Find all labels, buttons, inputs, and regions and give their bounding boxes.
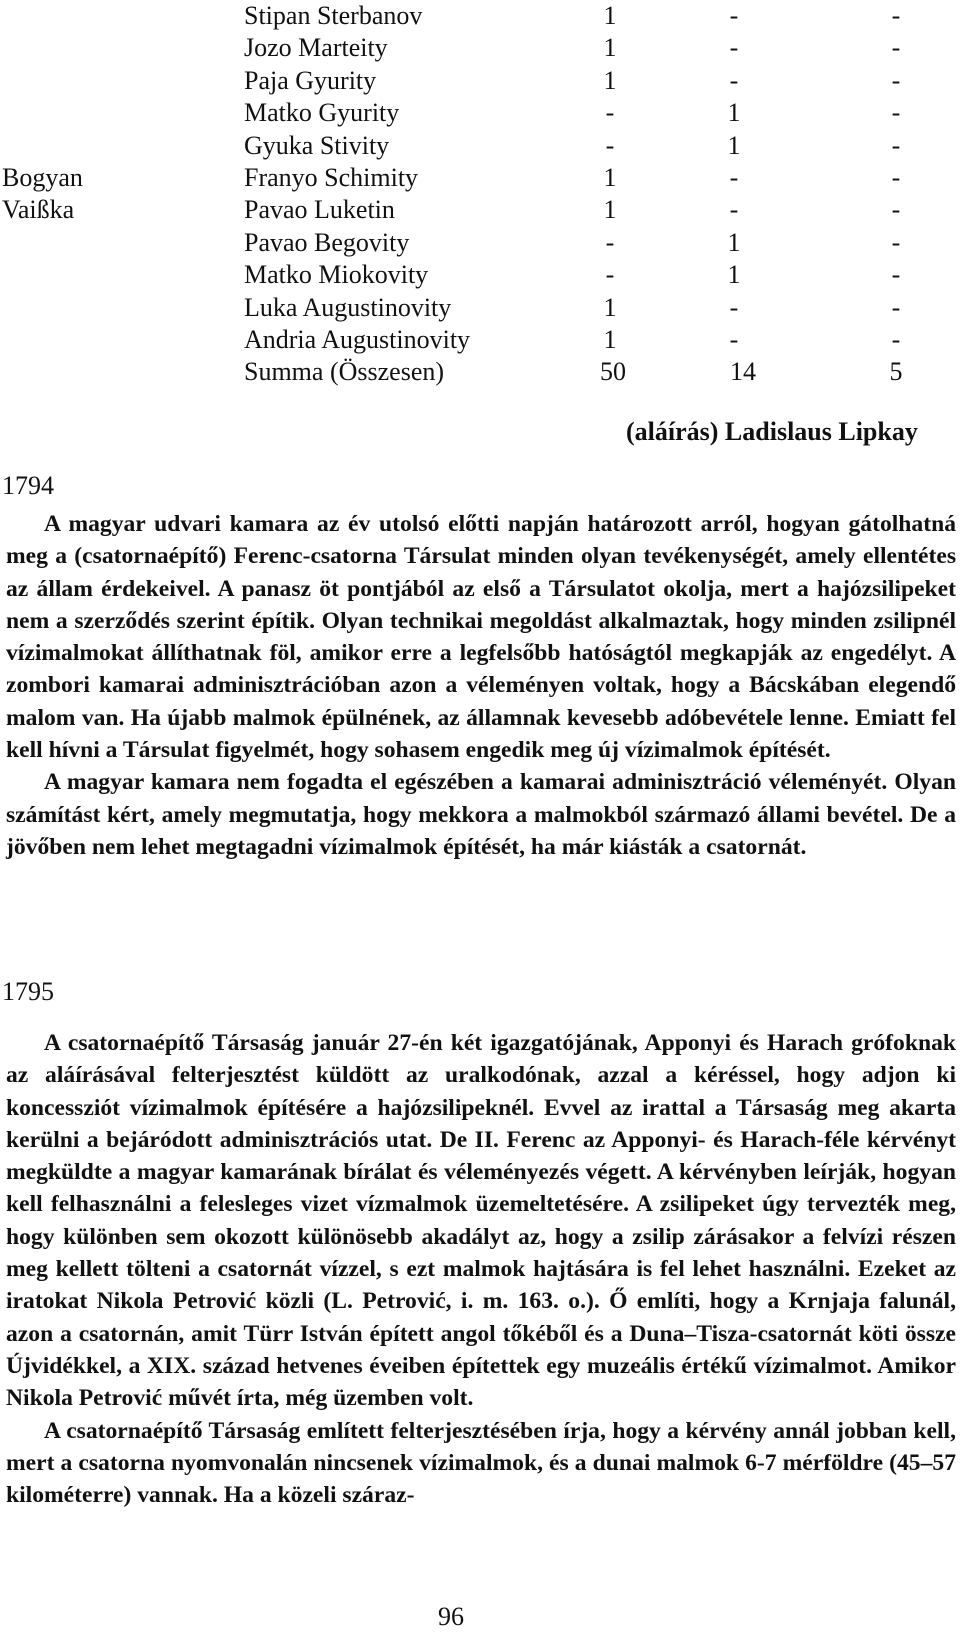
table-row bbox=[0, 65, 960, 97]
row-name: Matko Miokovity bbox=[244, 260, 429, 290]
row-count-3: - bbox=[891, 292, 901, 322]
row-count-2: - bbox=[729, 324, 739, 354]
row-count-2: - bbox=[729, 162, 739, 192]
paragraph: A magyar kamara nem fogadta el egészében a kamarai adminisztráció véleményét. Olyan számítást kért, amely megmutatja, hogy mekkora a malmokból származó állami bevétel. De a jövőben nem lehet megtagadni vízimalmok építését, ha már kiásták a csatornát. bbox=[6, 769, 956, 860]
table-row bbox=[0, 162, 960, 194]
row-count-2: 1 bbox=[727, 98, 741, 128]
row-count-1: 1 bbox=[603, 195, 617, 225]
total-count-1: 50 bbox=[600, 357, 626, 387]
table-row bbox=[0, 292, 960, 324]
row-place: Vaißka bbox=[2, 195, 75, 225]
signature-line: (aláírás) Ladislaus Lipkay bbox=[626, 417, 918, 446]
row-count-2: 1 bbox=[727, 260, 741, 290]
section-1794-text bbox=[6, 508, 956, 863]
row-count-1: - bbox=[605, 227, 615, 257]
row-count-3: - bbox=[891, 33, 901, 63]
table-row bbox=[0, 32, 960, 64]
table-row bbox=[0, 97, 960, 129]
mill-owners-table bbox=[0, 0, 960, 389]
row-count-1: 1 bbox=[603, 162, 617, 192]
table-row bbox=[0, 0, 960, 32]
row-count-3: - bbox=[891, 130, 901, 160]
row-count-3: - bbox=[891, 195, 901, 225]
row-count-2: - bbox=[729, 65, 739, 95]
row-count-2: - bbox=[729, 292, 739, 322]
paragraph: A magyar udvari kamara az év utolsó előtti napján határozott arról, hogyan gátolhatná meg a (csatornaépítő) Ferenc-csatorna Társulat minden olyan tevékenységét, amely ellentétes az állam érdekeivel. A panasz öt pontjából az első a Társulatot okolja, mert a hajózsilipeket nem a szerződés szerint építik. Olyan technikai megoldást alkalmaztak, hogy minden zsilipnél vízimalmokat állíthatnak föl, amikor erre a legfelsőbb hatóságtól megkapják az engedélyt. A zombori kamarai adminisztrációban azon a véleményen voltak, hogy a Bácskában elegendő malom van. Ha újabb malmok épülnének, az államnak kevesebb adóbevétele lenne. Emiatt fel kell hívni a Társulat figyelmét, hogy sohasem engedik meg új vízimalmok építését. bbox=[6, 511, 956, 764]
table-row bbox=[0, 324, 960, 356]
row-name: Pavao Luketin bbox=[244, 195, 395, 225]
row-name: Pavao Begovity bbox=[244, 227, 410, 257]
paragraph: A csatornaépítő Társaság január 27-én két igazgatójának, Apponyi és Harach grófoknak az aláírásával felterjesztést küldött az uralkodónak, azzal a kéréssel, hogy adjon ki koncessziót vízimalmok építésére a hajózsilipeknél. Evvel az irattal a Társaság meg akarta kerülni a bejáródott adminisztrációs utat. De II. Ferenc az Apponyi- és Harach-féle kérvényt megküldte a magyar kamarának bírálat és véleményezés végett. A kérvényben leírják, hogyan kell felhasználni a felesleges vizet vízmalmok üzemeltetésére. A zsilipeket úgy tervezték meg, hogy különben sem okozott különösebb akadályt az, hogy a zsilip zárásakor a felvízi részen meg kellett tölteni a csatornát vízzel, s ezt malmok hajtására is fel lehet használni. Ezeket az iratokat Nikola Petrović közli (L. Petrović, i. m. 163. o.). Ő említi, hogy a Krnjaja falunál, azon a csatornán, amit Türr István épített angol tőkéből és a Duna–Tisza-csatornát köti össze Újvidékkel, a XIX. század hetvenes éveiben építettek egy muzeális értékű vízimalmot. Amikor Nikola Petrović művét írta, még üzemben volt. bbox=[6, 1030, 956, 1412]
row-count-3: - bbox=[891, 260, 901, 290]
paragraph: A csatornaépítő Társaság említett felterjesztésében írja, hogy a kérvény annál jobban kell, mert a csatorna nyomvonalán nincsenek vízimalmok, és a dunai malmok 6-7 mérföldre (45–57 kilométerre) vannak. Ha a közeli száraz- bbox=[6, 1417, 956, 1509]
row-count-3: - bbox=[891, 162, 901, 192]
row-count-2: - bbox=[729, 33, 739, 63]
row-name: Paja Gyurity bbox=[244, 65, 377, 95]
row-count-3: - bbox=[891, 227, 901, 257]
row-count-1: - bbox=[605, 98, 615, 128]
total-count-2: 14 bbox=[730, 357, 756, 387]
table-row bbox=[0, 259, 960, 291]
row-name: Franyo Schimity bbox=[244, 162, 419, 192]
row-count-1: 1 bbox=[603, 65, 617, 95]
row-count-2: 1 bbox=[727, 227, 741, 257]
row-name: Matko Gyurity bbox=[244, 98, 400, 128]
row-count-3: - bbox=[891, 98, 901, 128]
table-row bbox=[0, 194, 960, 226]
row-name: Luka Augustinovity bbox=[244, 292, 452, 322]
row-name: Jozo Marteity bbox=[244, 33, 388, 63]
row-name: Andria Augustinovity bbox=[244, 324, 471, 354]
total-count-3: 5 bbox=[889, 357, 903, 387]
row-count-2: - bbox=[729, 195, 739, 225]
page-number: 96 bbox=[438, 1602, 464, 1631]
year-heading-1795: 1795 bbox=[2, 977, 54, 1006]
row-place: Bogyan bbox=[2, 162, 83, 192]
total-label: Summa (Összesen) bbox=[244, 357, 445, 387]
row-count-3: - bbox=[891, 1, 901, 30]
table-row bbox=[0, 227, 960, 259]
row-count-1: 1 bbox=[603, 1, 617, 30]
row-count-3: - bbox=[891, 65, 901, 95]
table-row bbox=[0, 130, 960, 162]
table-total-row bbox=[0, 356, 960, 388]
row-count-1: 1 bbox=[603, 324, 617, 354]
row-count-1: 1 bbox=[603, 292, 617, 322]
row-count-2: - bbox=[729, 1, 739, 30]
section-1795-text bbox=[6, 1027, 956, 1511]
row-count-3: - bbox=[891, 324, 901, 354]
row-count-2: 1 bbox=[727, 130, 741, 160]
row-count-1: - bbox=[605, 130, 615, 160]
row-count-1: 1 bbox=[603, 33, 617, 63]
row-count-1: - bbox=[605, 260, 615, 290]
row-name: Stipan Sterbanov bbox=[244, 1, 423, 30]
row-name: Gyuka Stivity bbox=[244, 130, 390, 160]
year-heading-1794: 1794 bbox=[2, 471, 54, 500]
